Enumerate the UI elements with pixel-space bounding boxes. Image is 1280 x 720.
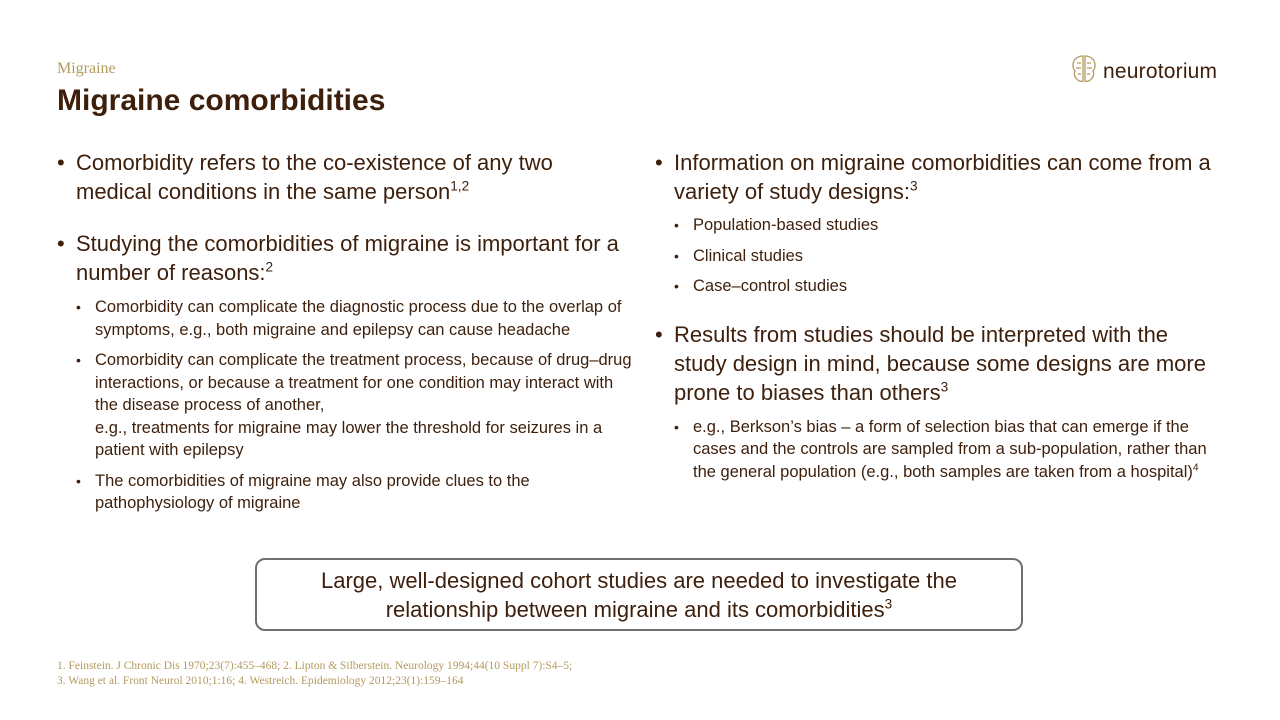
left-column (57, 148, 632, 515)
bullet-comorbidity-definition: • Comorbidity refers to the co-existence of any two medical conditions in the same person$^{1,2}$ (57, 148, 632, 206)
sub-bullet-pathophysiology: • The comorbidities of migraine may also provide clues to the pathophysiology of migraine (57, 470, 632, 515)
citation: 1,2 (450, 178, 470, 194)
sub-bullet-treatment: • Comorbidity can complicate the treatment process, because of drug–drug interactions, or because a treatment for one condition may interact with the disease process of another, e.g., treatments for migraine may lower the threshold for seizures in a patient with epilepsy (57, 349, 632, 462)
logo-text: neurotorium (1103, 59, 1218, 83)
references (57, 659, 572, 689)
citation: 2 (265, 259, 274, 275)
sub-bullet-diagnostic: • Comorbidity can complicate the diagnostic process due to the overlap of symptoms, e.g., both migraine and epilepsy can cause headache (57, 296, 632, 341)
bullet-study-designs: • Information on migraine comorbidities can come from a variety of study designs:$^3$ (655, 148, 1215, 206)
right-column (655, 148, 1215, 483)
design-clinical: • Clinical studies (655, 245, 1215, 268)
section-label: Migraine (57, 60, 116, 77)
design-case-control: • Case–control studies (655, 275, 1215, 298)
reference-line-2: 3. Wang et al. Front Neurol 2010;1:16; 4. Westreich. Epidemiology 2012;23(1):159–164 (57, 675, 464, 687)
brain-icon (1071, 54, 1097, 89)
bullet-interpretation: • Results from studies should be interpreted with the study design in mind, because some designs are more prone to biases than others$^3$ (655, 320, 1215, 407)
bullet-importance: • Studying the comorbidities of migraine is important for a number of reasons:$^2$ (57, 229, 632, 287)
logo (1071, 54, 1217, 89)
citation: 3 (940, 379, 949, 395)
citation: 4 (1192, 462, 1199, 473)
callout-box (255, 558, 1023, 631)
citation: 3 (884, 596, 893, 612)
reference-line-1: 1. Feinstein. J Chronic Dis 1970;23(7):455–468; 2. Lipton & Silberstein. Neurology 1994;44(10 Suppl 7):S4–5; (57, 660, 573, 672)
callout-line-1: Large, well-designed cohort studies are needed to investigate the (321, 567, 957, 593)
callout-line-2: relationship between migraine and its comorbidities$^3$ (385, 596, 893, 622)
page-title: Migraine comorbidities (57, 84, 386, 117)
sub-bullet-berkson-bias: • e.g., Berkson’s bias – a form of selection bias that can emerge if the cases and the controls are sampled from a sub-population, rather than the general population (e.g., both samples are taken from a hospital)$^4$ (655, 416, 1215, 484)
design-population-based: • Population-based studies (655, 214, 1215, 237)
citation: 3 (910, 178, 918, 194)
